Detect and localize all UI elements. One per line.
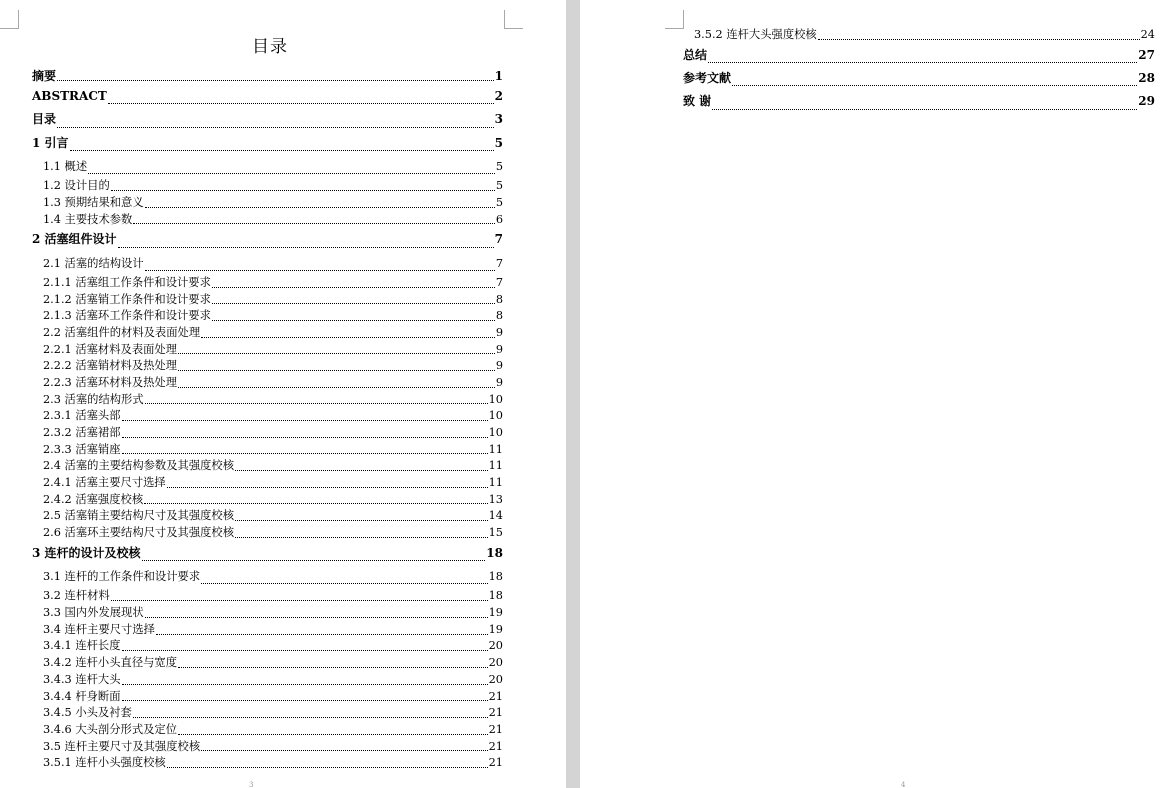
toc-dot-leader [122,420,488,421]
toc-entry-text: 2.3.2 活塞裙部 [43,426,121,440]
toc-entry-text: 3.5 连杆主要尺寸及其强度校核 [43,739,201,753]
toc-entry-text: 2.2.1 活塞材料及表面处理 [43,342,178,356]
toc-dot-leader [122,437,488,438]
toc-entry[interactable] [32,275,503,292]
toc-dot-leader [145,207,495,208]
toc-dot-leader [178,667,488,668]
toc-title: 目录 [252,37,288,57]
toc-entry[interactable] [32,228,503,251]
toc-page-number: 28 [1138,70,1155,85]
toc-entry[interactable] [32,308,503,325]
toc-entry-text: 参考文献 [683,70,732,85]
toc-entry[interactable] [32,325,503,342]
toc-page-number: 20 [488,656,503,670]
toc-dot-leader [818,39,1140,40]
toc-entry[interactable] [32,655,503,672]
toc-dot-leader [708,62,1137,63]
toc-dot-leader [57,80,494,81]
toc-page-number: 20 [488,639,503,653]
toc-entry-text: 3.4.3 连杆大头 [43,672,121,686]
toc-dot-leader [122,650,488,651]
toc-page-number: 21 [488,756,503,770]
toc-dot-leader [122,684,488,685]
toc-entry[interactable] [32,212,503,229]
toc-entry[interactable] [32,639,503,656]
toc-entry[interactable] [32,689,503,706]
toc-entry-text: 2.2.3 活塞环材料及热处理 [43,375,178,389]
toc-dot-leader [235,537,488,538]
toc-entry[interactable] [32,195,503,212]
toc-page-number: 10 [488,409,503,423]
toc-entry[interactable] [32,605,503,622]
page-gutter [566,0,580,788]
toc-page-number: 5 [494,135,503,150]
toc-dot-leader [167,767,488,768]
toc-dot-leader [235,520,488,521]
toc-entry[interactable] [32,542,503,565]
toc-page-number: 10 [488,426,503,440]
toc-page-number: 9 [495,375,503,389]
toc-entry[interactable] [32,588,503,605]
toc-entry[interactable] [32,108,503,131]
toc-entry[interactable] [32,672,503,689]
toc-page-number: 11 [488,442,503,456]
toc-page-number: 10 [488,392,503,406]
toc-dot-leader [88,173,495,174]
toc-entry[interactable] [32,525,503,542]
toc-entry[interactable] [32,475,503,492]
toc-dot-leader [142,560,486,561]
page-corner-mark [665,10,684,29]
toc-dot-leader [732,85,1137,86]
toc-entry[interactable] [683,90,1155,113]
toc-entry-text: 3.4.6 大头剖分形式及定位 [43,722,178,736]
toc-entry-text: 摘要 [32,69,57,83]
toc-dot-leader [108,103,494,104]
toc-page-number: 9 [495,342,503,356]
toc-entry[interactable] [32,375,503,392]
toc-entry[interactable] [32,252,503,275]
toc-dot-leader [235,470,488,471]
toc-page-number: 11 [488,476,503,490]
toc-page-number: 5 [495,195,503,209]
toc-page-number: 6 [495,212,503,226]
toc-page-number: 18 [488,570,503,584]
toc-dot-leader [111,190,495,191]
toc-entry[interactable] [32,342,503,359]
toc-entry-text: 总结 [683,47,708,62]
toc-entry-text: 3.4.4 杆身断面 [43,689,121,703]
toc-entry-text: 1.3 预期结果和意义 [43,195,144,209]
toc-entry-text: 2.1.2 活塞销工作条件和设计要求 [43,292,211,306]
toc-dot-leader [178,387,495,388]
toc-page-number: 21 [488,689,503,703]
toc-page-number: 2 [494,89,503,103]
toc-entry-text: 2.2.2 活塞销材料及热处理 [43,359,178,373]
page-number-footer: 4 [901,781,906,788]
toc-entry[interactable] [32,705,503,722]
toc-entry-text: 3.2 连杆材料 [43,589,110,603]
toc-dot-leader [201,750,488,751]
toc-entry-text: 2.3 活塞的结构形式 [43,392,144,406]
toc-dot-leader [178,370,495,371]
toc-entry-text: 3.5.2 连杆大头强度校核 [694,27,817,41]
toc-dot-leader [178,353,495,354]
toc-page-number: 18 [486,545,503,560]
toc-entry-text: 2.4.1 活塞主要尺寸选择 [43,476,166,490]
toc-page-number: 24 [1140,27,1155,41]
toc-dot-leader [145,617,488,618]
toc-entry-text: 2.4.2 活塞强度校核 [43,492,144,506]
toc-entry[interactable] [32,739,503,756]
toc-entry-text: ABSTRACT [32,89,107,103]
toc-entry[interactable] [32,392,503,409]
toc-page-number: 5 [495,179,503,193]
toc-entry-text: 1.4 主要技术参数 [43,212,133,226]
toc-entry-text: 1 引言 [32,135,69,150]
toc-page-number: 13 [488,492,503,506]
toc-page-number: 7 [495,275,503,289]
toc-list-left [32,67,503,772]
toc-entry-text: 3.3 国内外发展现状 [43,606,144,620]
toc-list-right [683,27,1155,114]
toc-page-number: 19 [488,622,503,636]
toc-entry[interactable] [32,492,503,509]
toc-entry-text: 2.1.1 活塞组工作条件和设计要求 [43,275,211,289]
toc-page-number: 1 [494,69,503,83]
toc-entry-text: 2.1.3 活塞环工作条件和设计要求 [43,309,211,323]
toc-dot-leader [118,247,494,248]
toc-entry[interactable] [32,622,503,639]
toc-page-number: 21 [488,706,503,720]
toc-entry-text: 2.4 活塞的主要结构参数及其强度校核 [43,459,235,473]
toc-entry-text: 1.1 概述 [43,159,88,173]
toc-dot-leader [156,634,488,635]
toc-entry[interactable] [683,27,1155,44]
toc-entry[interactable] [32,755,503,772]
toc-entry-text: 3.5.1 连杆小头强度校核 [43,756,166,770]
toc-page-number: 5 [495,159,503,173]
toc-entry[interactable] [32,178,503,195]
toc-dot-leader [133,223,494,224]
toc-page-number: 29 [1138,94,1155,109]
toc-page-number: 19 [488,606,503,620]
page-corner-mark [504,10,523,29]
toc-page-number: 21 [488,722,503,736]
toc-dot-leader [70,150,494,151]
toc-dot-leader [122,700,488,701]
toc-page-number: 8 [495,292,503,306]
toc-dot-leader [201,337,495,338]
toc-dot-leader [57,127,494,128]
toc-page-number: 18 [488,589,503,603]
toc-entry[interactable] [32,425,503,442]
toc-entry-text: 2 活塞组件设计 [32,232,117,247]
toc-entry-text: 3.4.5 小头及衬套 [43,706,132,720]
toc-page-number: 15 [488,526,503,540]
toc-dot-leader [167,487,488,488]
toc-page-number: 27 [1138,47,1155,62]
toc-page-number: 21 [488,739,503,753]
toc-page-number: 7 [495,256,503,270]
toc-entry-text: 3.1 连杆的工作条件和设计要求 [43,570,201,584]
toc-dot-leader [145,270,495,271]
toc-entry[interactable] [683,67,1155,90]
toc-entry[interactable] [32,292,503,309]
page-number-footer: 3 [249,781,254,788]
toc-dot-leader [212,320,495,321]
toc-page-number: 3 [494,112,503,127]
toc-page-number: 20 [488,672,503,686]
toc-entry-text: 3 连杆的设计及校核 [32,545,141,560]
toc-dot-leader [122,453,488,454]
toc-page-number: 11 [488,459,503,473]
toc-entry[interactable] [32,458,503,475]
toc-entry-text: 目录 [32,112,57,127]
toc-entry-text: 2.1 活塞的结构设计 [43,256,144,270]
toc-page-number: 7 [494,232,503,247]
toc-entry[interactable] [32,358,503,375]
toc-dot-leader [145,403,488,404]
toc-entry-text: 3.4.1 连杆长度 [43,639,121,653]
toc-page-number: 9 [495,325,503,339]
toc-dot-leader [212,303,495,304]
toc-entry[interactable] [32,722,503,739]
toc-entry-text: 2.3.3 活塞销座 [43,442,121,456]
toc-entry-text: 2.6 活塞环主要结构尺寸及其强度校核 [43,526,235,540]
toc-page-number: 9 [495,359,503,373]
toc-entry-text: 致 谢 [683,94,712,109]
toc-entry[interactable] [683,44,1155,67]
toc-entry-text: 2.3.1 活塞头部 [43,409,121,423]
toc-entry-text: 2.2 活塞组件的材料及表面处理 [43,325,201,339]
toc-page-number: 8 [495,309,503,323]
toc-entry[interactable] [32,132,503,155]
toc-entry-text: 1.2 设计目的 [43,179,110,193]
toc-page-number: 14 [488,509,503,523]
toc-dot-leader [133,717,488,718]
toc-dot-leader [144,503,488,504]
toc-entry[interactable] [32,565,503,588]
toc-entry[interactable] [32,442,503,459]
toc-entry[interactable] [32,67,503,85]
toc-entry[interactable] [32,508,503,525]
toc-entry-text: 3.4 连杆主要尺寸选择 [43,622,155,636]
toc-dot-leader [212,287,495,288]
toc-dot-leader [178,734,488,735]
toc-entry[interactable] [32,408,503,425]
toc-entry[interactable] [32,85,503,108]
toc-entry[interactable] [32,155,503,178]
toc-entry-text: 2.5 活塞销主要结构尺寸及其强度校核 [43,509,235,523]
toc-dot-leader [201,583,488,584]
toc-dot-leader [111,600,488,601]
page-corner-mark [0,10,19,29]
toc-dot-leader [712,109,1137,110]
toc-entry-text: 3.4.2 连杆小头直径与宽度 [43,656,178,670]
document-page-right [580,0,1169,788]
